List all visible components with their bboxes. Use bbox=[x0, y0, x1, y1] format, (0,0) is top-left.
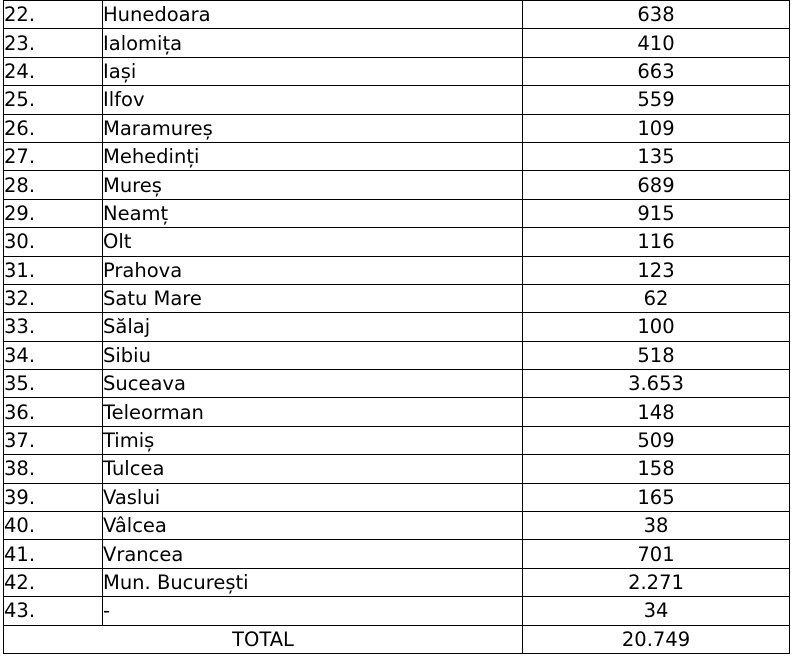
county-value: 34 bbox=[523, 597, 790, 625]
row-number: 36. bbox=[4, 398, 103, 426]
county-value: 559 bbox=[523, 86, 790, 114]
county-name: Timiș bbox=[103, 426, 523, 454]
county-value: 165 bbox=[523, 483, 790, 511]
county-name: Tulcea bbox=[103, 455, 523, 483]
county-name: Vaslui bbox=[103, 483, 523, 511]
total-row bbox=[4, 625, 790, 653]
row-number: 37. bbox=[4, 426, 103, 454]
row-number: 26. bbox=[4, 114, 103, 142]
county-name: Suceava bbox=[103, 370, 523, 398]
county-name: Vrancea bbox=[103, 540, 523, 568]
table-row bbox=[4, 114, 790, 142]
county-name: Prahova bbox=[103, 256, 523, 284]
county-value: 109 bbox=[523, 114, 790, 142]
row-number: 34. bbox=[4, 341, 103, 369]
table-row bbox=[4, 171, 790, 199]
table-row bbox=[4, 341, 790, 369]
table-row bbox=[4, 313, 790, 341]
table-row bbox=[4, 540, 790, 568]
total-value: 20.749 bbox=[523, 625, 790, 653]
table-row bbox=[4, 426, 790, 454]
row-number: 33. bbox=[4, 313, 103, 341]
county-name: Hunedoara bbox=[103, 1, 523, 29]
county-value: 100 bbox=[523, 313, 790, 341]
row-number: 41. bbox=[4, 540, 103, 568]
county-value: 410 bbox=[523, 29, 790, 57]
row-number: 40. bbox=[4, 512, 103, 540]
total-label: TOTAL bbox=[4, 625, 523, 653]
row-number: 24. bbox=[4, 57, 103, 85]
county-name: Teleorman bbox=[103, 398, 523, 426]
county-name: Vâlcea bbox=[103, 512, 523, 540]
county-value: 116 bbox=[523, 228, 790, 256]
county-table bbox=[3, 0, 790, 654]
table-row bbox=[4, 1, 790, 29]
county-name: Sibiu bbox=[103, 341, 523, 369]
table-row bbox=[4, 284, 790, 312]
table-body bbox=[4, 1, 790, 626]
row-number: 30. bbox=[4, 228, 103, 256]
row-number: 22. bbox=[4, 1, 103, 29]
county-value: 701 bbox=[523, 540, 790, 568]
county-name: Maramureș bbox=[103, 114, 523, 142]
county-value: 509 bbox=[523, 426, 790, 454]
table-row bbox=[4, 199, 790, 227]
county-value: 3.653 bbox=[523, 370, 790, 398]
county-name: Olt bbox=[103, 228, 523, 256]
table-row bbox=[4, 142, 790, 170]
county-value: 38 bbox=[523, 512, 790, 540]
county-name: Neamț bbox=[103, 199, 523, 227]
table-row bbox=[4, 256, 790, 284]
row-number: 25. bbox=[4, 86, 103, 114]
county-value: 123 bbox=[523, 256, 790, 284]
county-name: Mun. București bbox=[103, 568, 523, 596]
county-name: Mureș bbox=[103, 171, 523, 199]
row-number: 23. bbox=[4, 29, 103, 57]
county-value: 638 bbox=[523, 1, 790, 29]
county-name: Iași bbox=[103, 57, 523, 85]
county-name: Sălaj bbox=[103, 313, 523, 341]
county-value: 663 bbox=[523, 57, 790, 85]
table-row bbox=[4, 228, 790, 256]
table-row bbox=[4, 86, 790, 114]
row-number: 29. bbox=[4, 199, 103, 227]
county-value: 62 bbox=[523, 284, 790, 312]
county-value: 158 bbox=[523, 455, 790, 483]
row-number: 43. bbox=[4, 597, 103, 625]
row-number: 42. bbox=[4, 568, 103, 596]
county-value: 518 bbox=[523, 341, 790, 369]
county-name: Ilfov bbox=[103, 86, 523, 114]
county-name: Satu Mare bbox=[103, 284, 523, 312]
table-row bbox=[4, 483, 790, 511]
row-number: 27. bbox=[4, 142, 103, 170]
table-row bbox=[4, 568, 790, 596]
county-value: 135 bbox=[523, 142, 790, 170]
row-number: 32. bbox=[4, 284, 103, 312]
county-value: 2.271 bbox=[523, 568, 790, 596]
table-row bbox=[4, 455, 790, 483]
row-number: 35. bbox=[4, 370, 103, 398]
table-row bbox=[4, 512, 790, 540]
row-number: 28. bbox=[4, 171, 103, 199]
table-row bbox=[4, 57, 790, 85]
table-row bbox=[4, 597, 790, 625]
county-value: 148 bbox=[523, 398, 790, 426]
county-name: Ialomița bbox=[103, 29, 523, 57]
county-name: Mehedinți bbox=[103, 142, 523, 170]
row-number: 38. bbox=[4, 455, 103, 483]
table-row bbox=[4, 398, 790, 426]
table-row bbox=[4, 370, 790, 398]
row-number: 31. bbox=[4, 256, 103, 284]
row-number: 39. bbox=[4, 483, 103, 511]
county-name: - bbox=[103, 597, 523, 625]
table-row bbox=[4, 29, 790, 57]
county-value: 689 bbox=[523, 171, 790, 199]
county-value: 915 bbox=[523, 199, 790, 227]
